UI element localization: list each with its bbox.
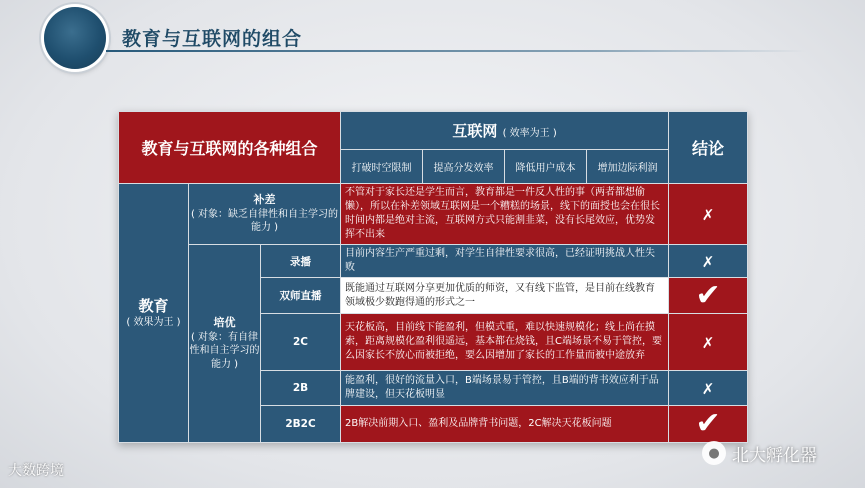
slide-title: 教育与互联网的组合 xyxy=(122,28,303,50)
row-description: 2B解决前期入口、盈利及品牌背书问题，2C解决天花板问题 xyxy=(341,406,669,443)
cultivate-cell xyxy=(189,245,261,443)
conclusion-header: 结论 xyxy=(669,112,748,184)
cross-icon: ✗ xyxy=(701,333,715,352)
corner-header: 教育与互联网的各种组合 xyxy=(119,112,341,184)
mode-label: 2B2C xyxy=(261,406,341,443)
internet-column-header: 打破时空限制 xyxy=(341,150,423,184)
wechat-icon: ● xyxy=(702,441,726,465)
check-icon: ✔ xyxy=(695,406,721,441)
conclusion-cell xyxy=(669,406,748,443)
internet-column-header: 增加边际利润 xyxy=(587,150,669,184)
conclusion-cell xyxy=(669,371,748,406)
internet-column-header: 提高分发效率 xyxy=(423,150,505,184)
education-cell xyxy=(119,184,189,443)
watermark-right-text: 北大孵化器 xyxy=(732,445,817,466)
internet-column-header: 降低用户成本 xyxy=(505,150,587,184)
supplement-title: 补差 xyxy=(253,193,276,207)
decorative-circle xyxy=(44,7,106,69)
supplement-note: ( 对象：缺乏自律性和自主学习的能力 ) xyxy=(190,208,339,234)
row-description: 天花板高，目前线下能盈利，但模式重，难以快速规模化；线上尚在摸索，距离规模化盈利很遥远，基本都在烧钱，且C端场景不易于管控，要么因家长不放心而被拒绝，要么因增加了家长的工作量而被中途放弃 xyxy=(341,314,669,371)
cross-icon: ✗ xyxy=(701,252,715,271)
row-description: 不管对于家长还是学生而言，教育都是一件反人性的事（两者都想偷懒），所以在补差领域互联网是一个糟糕的场景，线下的面授也会在很长时间内都是绝对主流，互联网方式只能割韭菜，没有长尾效应，优势发挥不出来 xyxy=(341,184,669,245)
cultivate-title: 培优 xyxy=(213,315,236,329)
internet-header-label: 互联网 xyxy=(452,122,498,140)
internet-header-note: ( 效率为王 ) xyxy=(502,128,557,139)
watermark-left: 大数跨境 xyxy=(8,463,64,479)
conclusion-cell xyxy=(669,314,748,371)
mode-label: 2C xyxy=(261,314,341,371)
cultivate-note: ( 对象：有自律性和自主学习的能力 ) xyxy=(189,331,260,370)
cross-icon: ✗ xyxy=(701,205,715,224)
mode-label: 2B xyxy=(261,371,341,406)
combination-table xyxy=(118,111,748,443)
cross-icon: ✗ xyxy=(701,379,715,398)
mode-label: 录播 xyxy=(261,245,341,278)
check-icon: ✔ xyxy=(695,277,721,313)
education-note: ( 效果为王 ) xyxy=(126,317,181,329)
internet-header xyxy=(341,112,669,150)
row-description: 目前内容生产严重过剩，对学生自律性要求很高，已经证明挑战人性失败 xyxy=(341,245,669,278)
watermark-right xyxy=(702,438,817,468)
title-underline xyxy=(106,50,806,52)
conclusion-cell xyxy=(669,184,748,245)
conclusion-cell xyxy=(669,245,748,278)
row-description: 既能通过互联网分享更加优质的师资，又有线下监管，是目前在线教育领域极少数跑得通的形式之一 xyxy=(341,278,669,314)
row-description: 能盈利，很好的流量入口，B端场景易于管控，且B端的背书效应利于品牌建设，但天花板明显 xyxy=(341,371,669,406)
conclusion-cell xyxy=(669,278,748,314)
education-label: 教育 xyxy=(138,296,169,315)
supplement-cell xyxy=(189,184,341,245)
mode-label: 双师直播 xyxy=(261,278,341,314)
